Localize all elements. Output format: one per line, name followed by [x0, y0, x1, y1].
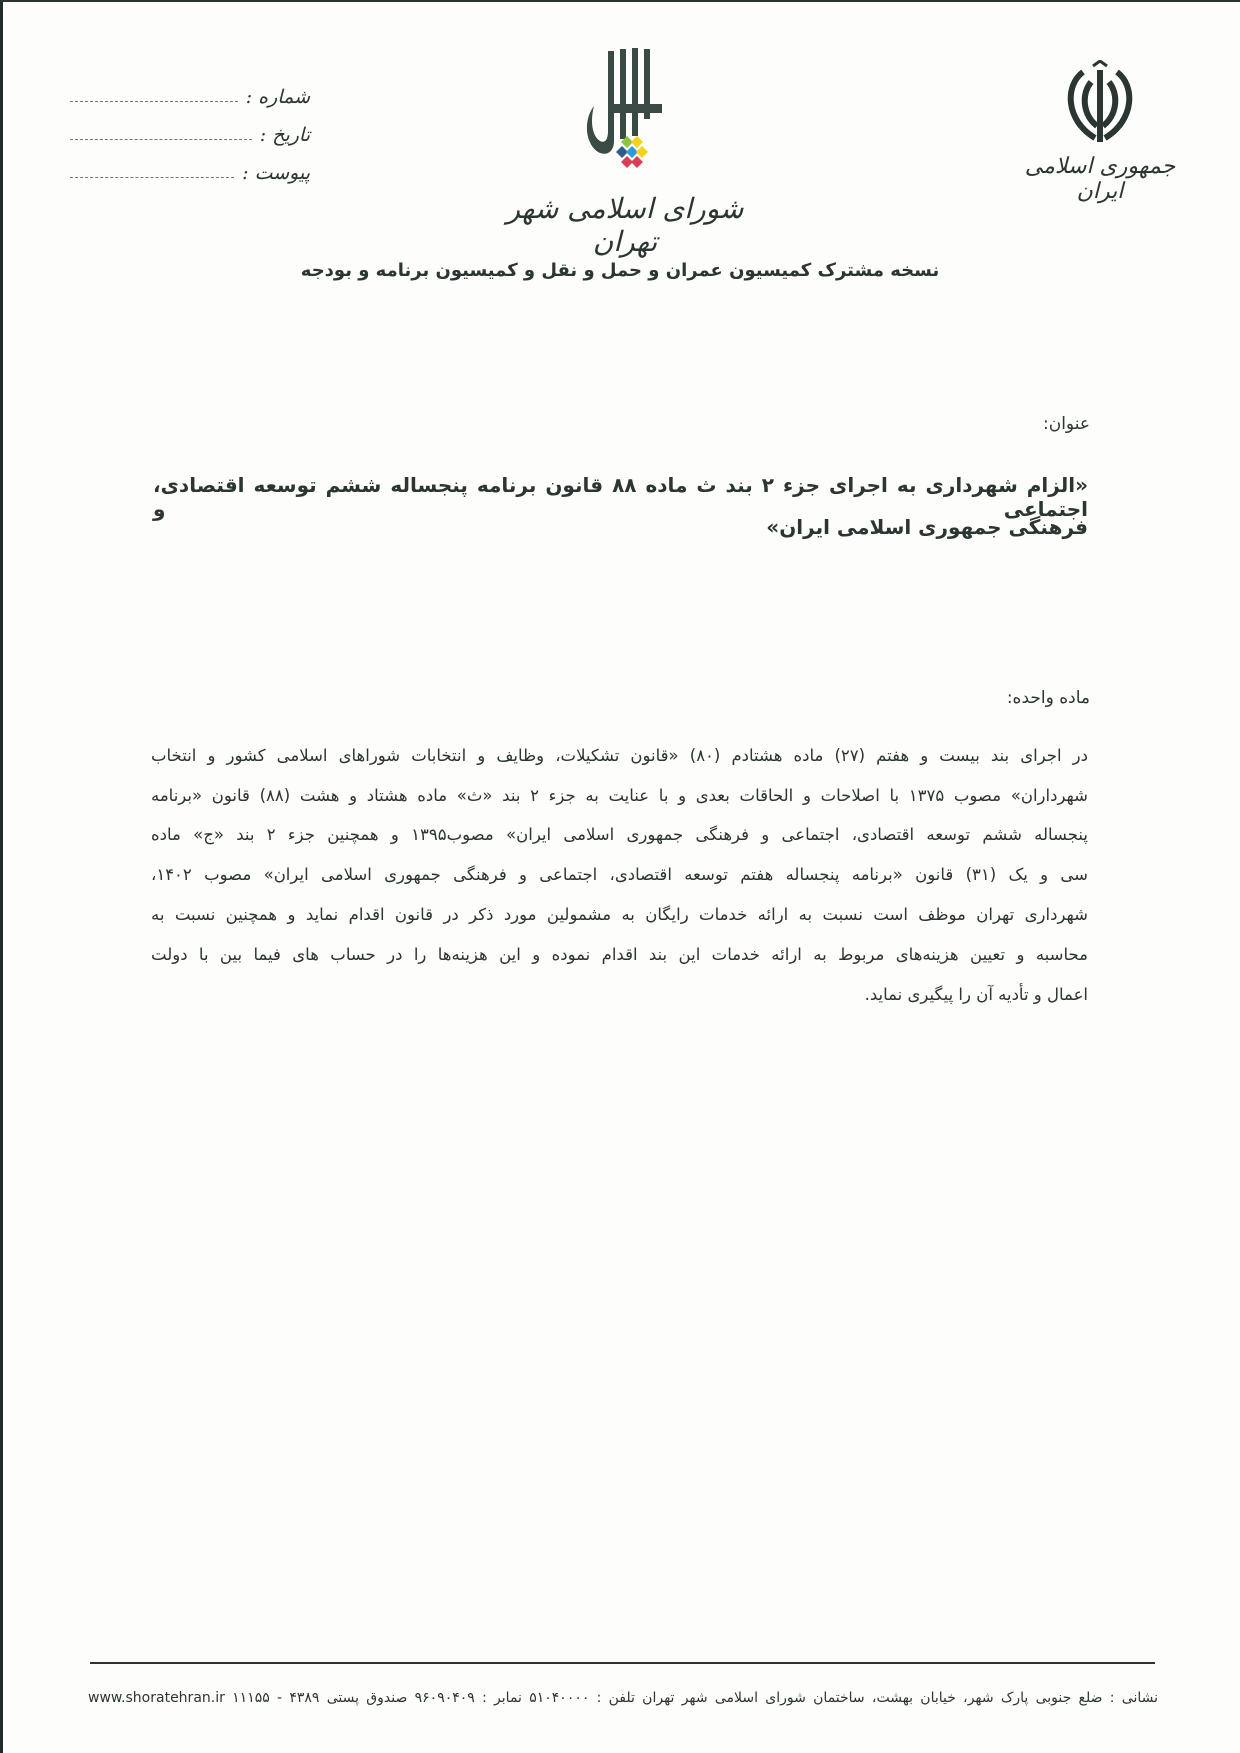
article-label: ماده واحده: [1006, 688, 1090, 708]
attachment-field: پیوست : [70, 154, 310, 192]
number-field: شماره : [70, 78, 310, 116]
council-logo-text: شورای اسلامی شهر تهران [506, 192, 744, 258]
subject-label: عنوان: [1043, 414, 1090, 434]
footer-divider [90, 1662, 1155, 1664]
article-line: در اجرای بند بیست و هفتم (۲۷) ماده هشتادم (۸۰) «قانون تشکیلات، وظایف و انتخابات شوراهای اسلامی کشور و انتخاب [151, 746, 1088, 765]
article-line: محاسبه و تعیین هزینه‌های مربوط به ارائه خدمات این بند اقدام نموده و این هزینه‌ها را در حساب های فیما بین با دولت [151, 945, 1088, 964]
letter-fields [70, 78, 310, 192]
subject-title-line: فرهنگی جمهوری اسلامی ایران» [766, 515, 1088, 539]
article-line: اعمال و تأدیه آن را پیگیری نماید. [864, 985, 1088, 1004]
article-line: سی و یک (۳۱) قانون «برنامه پنجساله هفتم توسعه اقتصادی، اجتماعی و فرهنگی جمهوری اسلامی ایران» مصوب ۱۴۰۲، [151, 865, 1089, 884]
council-emblem-icon [570, 46, 680, 186]
emblem-text: جمهوری اسلامی ایران [1024, 154, 1176, 204]
date-field: تاریخ : [70, 116, 310, 154]
article-line: پنجساله ششم توسعه اقتصادی، اجتماعی و فرهنگی جمهوری اسلامی ایران» مصوب۱۳۹۵ و همچنین جزء ۲ بند «ج» ماده [151, 825, 1089, 844]
tehran-council-logo [500, 46, 750, 258]
iran-emblem-icon [1055, 60, 1145, 150]
scan-edge-top [0, 0, 1240, 2]
footer-address: نشانی : ضلع جنوبی پارک شهر، خیابان بهشت، ساختمان شورای اسلامی شهر تهران تلفن : ۵۱۰۴۰۰۰۰ نمابر : ۹۶۰۹۰۴۰۹ صندوق پستی ۴۳۸۹ - ۱۱۱۵۵ www.shoratehran.ir [88, 1690, 1159, 1706]
commission-heading: نسخه مشترک کمیسیون عمران و حمل و نقل و کمیسیون برنامه و بودجه [300, 260, 940, 281]
article-line: شهرداران» مصوب ۱۳۷۵ با اصلاحات و الحاقات بعدی و با عنایت به جزء ۲ بند «ث» ماده هشتاد و هشت (۸۸) قانون «برنامه [151, 786, 1088, 805]
article-line: شهرداری تهران موظف است نسبت به ارائه خدمات رایگان به مشمولین مورد ذکر در قانون اقدام نماید و همچنین نسبت به [151, 905, 1088, 924]
subject-title-line: «الزام شهرداری به اجرای جزء ۲ بند ث ماده ۸۸ قانون برنامه پنجساله ششم توسعه اقتصادی، اجتماعی و [153, 473, 1089, 521]
iran-emblem [1010, 60, 1190, 204]
